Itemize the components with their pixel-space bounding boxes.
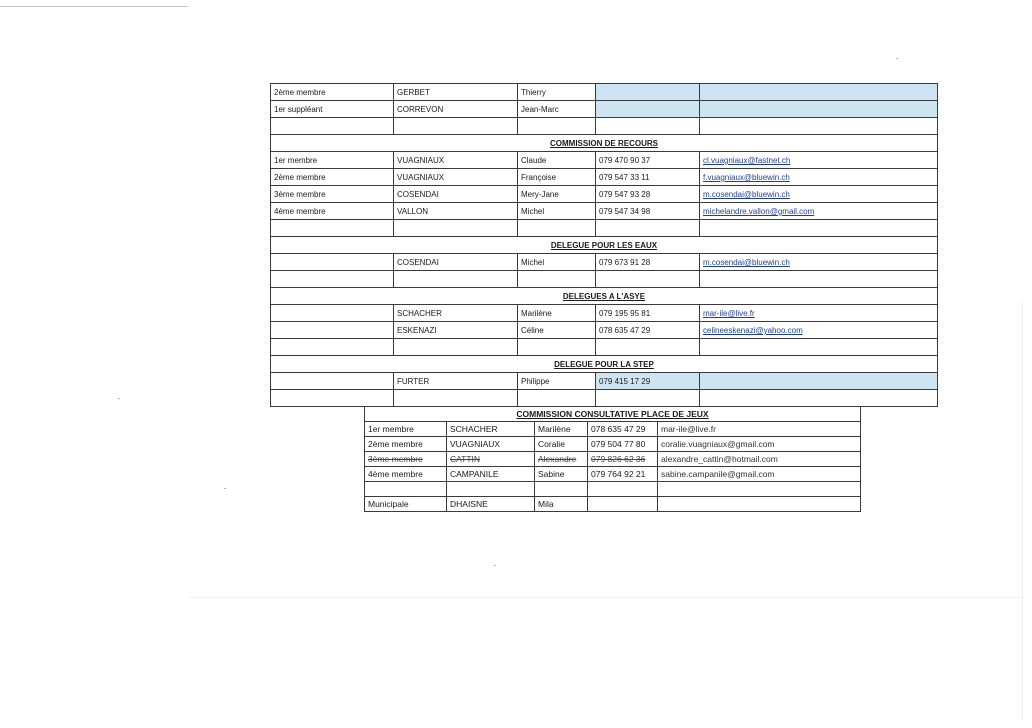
first-name-cell: Thierry xyxy=(518,84,596,101)
role-cell: 4ème membre xyxy=(365,467,447,482)
scan-edge xyxy=(1022,300,1023,720)
last-name-cell xyxy=(394,118,518,135)
first-name-cell: Jean-Marc xyxy=(518,101,596,118)
last-name-cell: SCHACHER xyxy=(394,305,518,322)
email-cell: mar-ile@live.fr xyxy=(700,305,938,322)
phone-cell: 079 504 77 80 xyxy=(588,437,658,452)
last-name-cell xyxy=(394,220,518,237)
table-row xyxy=(271,101,938,118)
last-name-cell xyxy=(394,339,518,356)
last-name-cell: DHAISNE xyxy=(447,497,535,512)
role-cell: Municipale xyxy=(365,497,447,512)
first-name-cell: Mila xyxy=(535,497,588,512)
email-cell xyxy=(700,101,938,118)
committee-table xyxy=(270,83,938,407)
email-cell: m.cosendai@bluewin.ch xyxy=(700,254,938,271)
table-row xyxy=(365,437,861,452)
phone-cell: 079 764 92 21 xyxy=(588,467,658,482)
table-row xyxy=(365,452,861,467)
email-cell xyxy=(700,118,938,135)
section-title: COMMISSION CONSULTATIVE PLACE DE JEUX xyxy=(365,407,861,422)
last-name-cell: CAMPANILE xyxy=(447,467,535,482)
phone-cell xyxy=(596,339,700,356)
role-cell xyxy=(271,339,394,356)
first-name-cell xyxy=(518,271,596,288)
first-name-cell: Mery-Jane xyxy=(518,186,596,203)
last-name-cell xyxy=(394,271,518,288)
role-cell xyxy=(365,482,447,497)
email-cell xyxy=(700,373,938,390)
phone-cell xyxy=(596,390,700,407)
first-name-cell: Alexandre xyxy=(535,452,588,467)
last-name-cell: COSENDAI xyxy=(394,186,518,203)
email-cell: m.cosendai@bluewin.ch xyxy=(700,186,938,203)
first-name-cell xyxy=(535,482,588,497)
email-cell xyxy=(700,339,938,356)
role-cell xyxy=(271,220,394,237)
table-row xyxy=(271,203,938,220)
email-cell: alexandre_cattin@hotmail.com xyxy=(658,452,861,467)
table-row xyxy=(271,390,938,407)
phone-cell: 079 673 91 28 xyxy=(596,254,700,271)
scan-speck xyxy=(494,565,496,566)
table-row xyxy=(271,322,938,339)
first-name-cell: Sabine xyxy=(535,467,588,482)
role-cell xyxy=(271,305,394,322)
section-title: DELEGUES A L'ASYE xyxy=(271,288,938,305)
email-cell: sabine.campanile@gmail.com xyxy=(658,467,861,482)
role-cell: 1er membre xyxy=(271,152,394,169)
phone-cell: 078 635 47 29 xyxy=(588,422,658,437)
first-name-cell: Céline xyxy=(518,322,596,339)
table-row xyxy=(271,373,938,390)
first-name-cell: Marilène xyxy=(535,422,588,437)
first-name-cell xyxy=(518,118,596,135)
role-cell xyxy=(271,254,394,271)
first-name-cell xyxy=(518,339,596,356)
last-name-cell: FURTER xyxy=(394,373,518,390)
scan-edge xyxy=(188,597,1022,598)
email-cell: mar-ile@live.fr xyxy=(658,422,861,437)
last-name-cell: ESKENAZI xyxy=(394,322,518,339)
phone-cell: 078 635 47 29 xyxy=(596,322,700,339)
last-name-cell xyxy=(447,482,535,497)
phone-cell xyxy=(596,101,700,118)
phone-cell: 079 547 34 98 xyxy=(596,203,700,220)
table-row xyxy=(271,152,938,169)
playground-commission-table xyxy=(364,406,861,512)
scan-speck xyxy=(118,398,120,399)
last-name-cell: VUAGNIAUX xyxy=(394,169,518,186)
phone-cell: 079 547 93 28 xyxy=(596,186,700,203)
phone-cell xyxy=(596,118,700,135)
phone-cell xyxy=(588,482,658,497)
phone-cell: 079 415 17 29 xyxy=(596,373,700,390)
role-cell: 1er membre xyxy=(365,422,447,437)
first-name-cell: Marilène xyxy=(518,305,596,322)
table-row xyxy=(271,220,938,237)
email-cell xyxy=(700,220,938,237)
table-row xyxy=(271,169,938,186)
table-row xyxy=(271,186,938,203)
email-cell: f.vuagniaux@bluewin.ch xyxy=(700,169,938,186)
section-row xyxy=(271,135,938,152)
phone-cell xyxy=(596,271,700,288)
role-cell: 2ème membre xyxy=(365,437,447,452)
first-name-cell xyxy=(518,220,596,237)
phone-cell: 079 470 90 37 xyxy=(596,152,700,169)
first-name-cell: Claude xyxy=(518,152,596,169)
email-cell: coralie.vuagniaux@gmail.com xyxy=(658,437,861,452)
phone-cell: 079 826 62 36 xyxy=(588,452,658,467)
phone-cell xyxy=(596,84,700,101)
last-name-cell xyxy=(394,390,518,407)
last-name-cell: VALLON xyxy=(394,203,518,220)
table-row xyxy=(365,467,861,482)
section-row xyxy=(271,288,938,305)
last-name-cell: CATTIN xyxy=(447,452,535,467)
role-cell: 1er suppléant xyxy=(271,101,394,118)
phone-cell: 079 547 33 11 xyxy=(596,169,700,186)
role-cell: 3ème membre xyxy=(365,452,447,467)
table-row xyxy=(365,482,861,497)
role-cell: 3ème membre xyxy=(271,186,394,203)
first-name-cell: Michel xyxy=(518,254,596,271)
first-name-cell: Françoise xyxy=(518,169,596,186)
table-row xyxy=(271,271,938,288)
last-name-cell: COSENDAI xyxy=(394,254,518,271)
last-name-cell: CORREVON xyxy=(394,101,518,118)
scan-speck xyxy=(224,488,226,489)
scan-edge xyxy=(0,0,188,7)
role-cell xyxy=(271,390,394,407)
last-name-cell: SCHACHER xyxy=(447,422,535,437)
email-cell: celineeskenazi@yahoo.com xyxy=(700,322,938,339)
role-cell: 2ème membre xyxy=(271,84,394,101)
role-cell xyxy=(271,373,394,390)
first-name-cell: Coralie xyxy=(535,437,588,452)
first-name-cell: Philippe xyxy=(518,373,596,390)
table-row xyxy=(271,305,938,322)
table-row xyxy=(271,118,938,135)
email-cell: michelandre.vallon@gmail.com xyxy=(700,203,938,220)
scan-speck xyxy=(896,58,898,59)
table-row xyxy=(365,422,861,437)
email-cell xyxy=(700,390,938,407)
role-cell xyxy=(271,118,394,135)
section-row xyxy=(271,237,938,254)
section-title: DELEGUE POUR LES EAUX xyxy=(271,237,938,254)
table-row xyxy=(271,254,938,271)
role-cell xyxy=(271,271,394,288)
phone-cell: 079 195 95 81 xyxy=(596,305,700,322)
last-name-cell: VUAGNIAUX xyxy=(394,152,518,169)
table-row xyxy=(271,339,938,356)
email-cell: cl.vuagniaux@fastnet.ch xyxy=(700,152,938,169)
role-cell: 4ème membre xyxy=(271,203,394,220)
phone-cell xyxy=(596,220,700,237)
first-name-cell xyxy=(518,390,596,407)
section-row xyxy=(271,356,938,373)
table-row xyxy=(365,497,861,512)
last-name-cell: GERBET xyxy=(394,84,518,101)
email-cell xyxy=(700,84,938,101)
role-cell: 2ème membre xyxy=(271,169,394,186)
role-cell xyxy=(271,322,394,339)
email-cell xyxy=(658,497,861,512)
last-name-cell: VUAGNIAUX xyxy=(447,437,535,452)
section-title: DELEGUE POUR LA STEP xyxy=(271,356,938,373)
table-row xyxy=(271,84,938,101)
email-cell xyxy=(700,271,938,288)
section-title: COMMISSION DE RECOURS xyxy=(271,135,938,152)
email-cell xyxy=(658,482,861,497)
first-name-cell: Michel xyxy=(518,203,596,220)
phone-cell xyxy=(588,497,658,512)
